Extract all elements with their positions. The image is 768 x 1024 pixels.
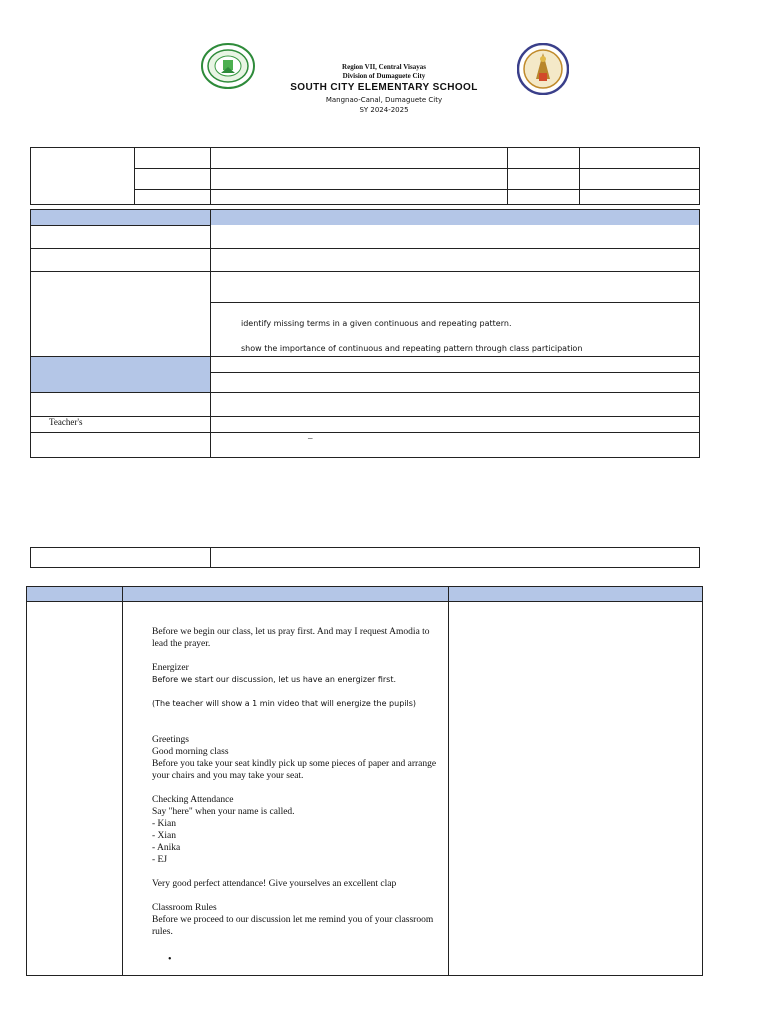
procedure-header-fill: [27, 587, 702, 601]
greetings-title: Greetings: [152, 735, 189, 745]
rules-text: Before we proceed to our discussion let me remind you of your classroom rules.: [152, 915, 434, 937]
school-name: SOUTH CITY ELEMENTARY SCHOOL: [290, 82, 478, 93]
attendance-title: Checking Attendance: [152, 795, 234, 805]
teacher-activity-text: [152, 626, 444, 938]
attendance-name: - Anika: [152, 843, 181, 853]
attendance-praise: Very good perfect attendance! Give yourselves an excellent clap: [152, 879, 397, 889]
greetings-line-2: Before you take your seat kindly pick up some pieces of paper and arrange your chairs and you may take your seat.: [152, 759, 437, 781]
school-address: Mangnao-Canal, Dumaguete City: [325, 96, 443, 104]
teachers-label: Teacher's: [49, 417, 83, 427]
attendance-name: - Kian: [152, 819, 177, 829]
attendance-text: Say "here" when your name is called.: [152, 807, 295, 817]
school-header: [230, 63, 538, 115]
attendance-name: - EJ: [152, 855, 168, 865]
division-text: Division of Dumaguete City: [342, 72, 426, 80]
prayer-text: Before we begin our class, let us pray first. And may I request Amodia to lead the prayer.: [152, 627, 430, 649]
attendance-name: - Xian: [152, 831, 177, 841]
objective-item-1: identify missing terms in a given continuous and repeating pattern.: [241, 319, 512, 328]
section-label-fill: [31, 357, 210, 392]
energizer-note: (The teacher will show a 1 min video that will energize the pupils): [152, 699, 417, 708]
header-row-fill: [31, 210, 699, 225]
energizer-title: Energizer: [152, 663, 189, 673]
greetings-line-1: Good morning class: [152, 747, 229, 757]
bullet-point: •: [168, 954, 172, 965]
objective-item-2: show the importance of continuous and repeating pattern through class participation: [241, 344, 583, 353]
region-text: Region VII, Central Visayas: [342, 63, 426, 71]
energizer-text: Before we start our discussion, let us have an energizer first.: [152, 675, 397, 684]
school-year: SY 2024-2025: [359, 106, 409, 114]
rules-title: Classroom Rules: [152, 903, 217, 913]
dash-mark: –: [308, 433, 313, 443]
